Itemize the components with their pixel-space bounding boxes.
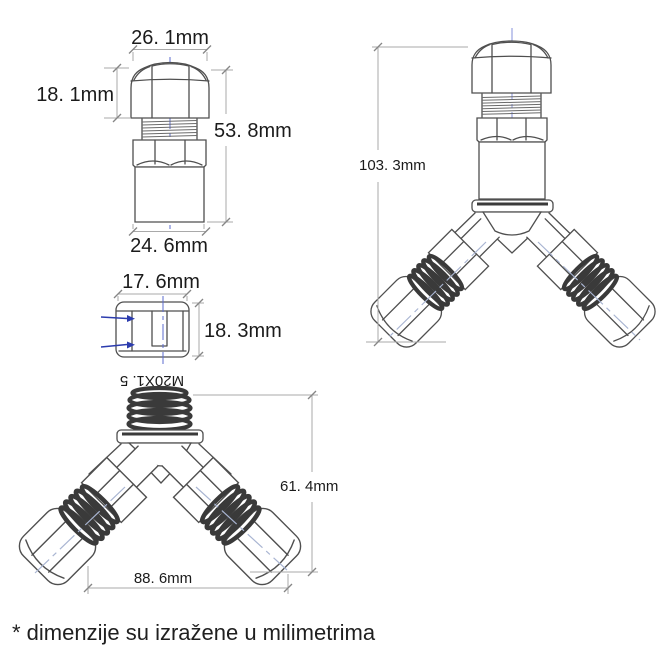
dim-total-height	[207, 66, 292, 226]
threaded-width-label: 88. 6mm	[133, 570, 193, 587]
branch-left	[14, 434, 171, 591]
top-width-label: 26. 1mm	[131, 27, 209, 49]
threaded-height-label: 61. 4mm	[280, 478, 339, 495]
total-height-label: 53. 8mm	[214, 120, 292, 142]
connector-front-view	[36, 27, 292, 257]
dim-cap-height	[36, 64, 131, 122]
threaded-y-view	[14, 372, 339, 594]
thread-spec-label: M20X1. 5	[119, 372, 185, 389]
flange	[472, 200, 553, 212]
units-note: * dimenzije su izražene u milimetrima	[12, 620, 376, 645]
cap-nut	[131, 63, 209, 119]
sleeve-height-label: 18. 3mm	[204, 320, 282, 342]
dim-sleeve-height	[192, 299, 282, 360]
branch-right	[515, 207, 660, 352]
dim-sleeve-width	[114, 271, 200, 301]
cap-nut	[472, 41, 551, 93]
assembled-y-view	[359, 28, 660, 352]
assembled-height-label: 103. 3mm	[359, 157, 426, 174]
sleeve-section-view	[101, 271, 282, 364]
bottom-width-label: 24. 6mm	[130, 235, 208, 257]
flange	[117, 430, 203, 443]
hex-nut-and-body	[133, 140, 206, 222]
branch-left	[366, 207, 511, 352]
dim-top-width	[129, 27, 211, 61]
sleeve-body	[116, 302, 189, 357]
male-stud-threads	[129, 388, 191, 430]
sleeve-width-label: 17. 6mm	[122, 271, 200, 293]
hex-nut-and-body	[477, 118, 547, 199]
cap-height-label: 18. 1mm	[36, 84, 114, 106]
